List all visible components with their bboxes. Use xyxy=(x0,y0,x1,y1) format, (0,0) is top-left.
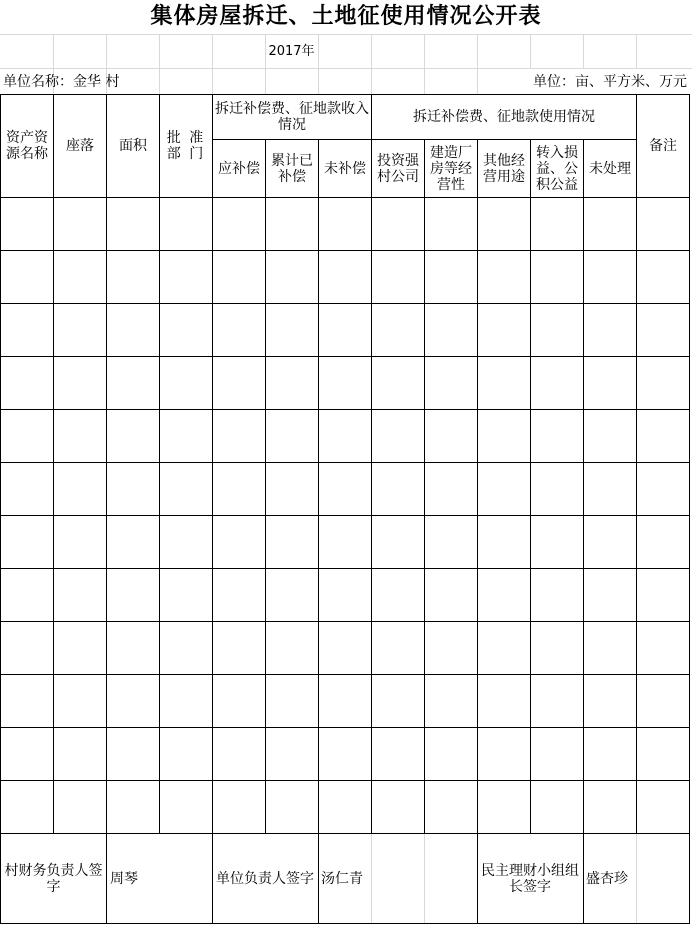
table-cell[interactable] xyxy=(319,622,371,674)
header-usage-group: 拆迁补偿费、征地款使用情况 xyxy=(413,109,595,125)
table-cell[interactable] xyxy=(213,622,265,674)
table-cell[interactable] xyxy=(266,198,318,250)
table-cell[interactable] xyxy=(425,516,477,568)
table-cell[interactable] xyxy=(478,251,530,303)
table-cell[interactable] xyxy=(319,463,371,515)
table-cell[interactable] xyxy=(213,357,265,409)
table-cell[interactable] xyxy=(531,781,583,833)
table-cell[interactable] xyxy=(54,410,106,462)
gridline xyxy=(371,34,372,69)
gridline xyxy=(583,34,584,69)
table-cell[interactable] xyxy=(372,675,424,727)
finance-signature-name: 周琴 xyxy=(110,870,138,887)
table-cell[interactable] xyxy=(584,781,636,833)
table-cell[interactable] xyxy=(372,516,424,568)
table-cell[interactable] xyxy=(372,622,424,674)
table-cell[interactable] xyxy=(266,463,318,515)
table-cell[interactable] xyxy=(531,304,583,356)
table-cell[interactable] xyxy=(1,516,53,568)
table-cell[interactable] xyxy=(372,781,424,833)
unit-measure-label: 单位：亩、平方米、万元 xyxy=(533,73,687,90)
table-cell[interactable] xyxy=(266,410,318,462)
table-cell[interactable] xyxy=(425,675,477,727)
table-cell[interactable] xyxy=(213,198,265,250)
header-location: 座落 xyxy=(66,138,94,154)
table-cell[interactable] xyxy=(584,304,636,356)
table-cell[interactable] xyxy=(637,569,689,621)
table-cell[interactable] xyxy=(319,357,371,409)
table-cell[interactable] xyxy=(160,569,212,621)
table-cell[interactable] xyxy=(584,198,636,250)
table-cell[interactable] xyxy=(319,251,371,303)
table-cell[interactable] xyxy=(107,569,159,621)
header-should-pay: 应补偿 xyxy=(218,160,260,177)
table-cell[interactable] xyxy=(107,251,159,303)
header-asset-name: 资产资源名称 xyxy=(6,130,48,162)
table-cell[interactable] xyxy=(425,251,477,303)
table-cell[interactable] xyxy=(584,516,636,568)
gridline xyxy=(424,834,425,923)
table-cell[interactable] xyxy=(1,410,53,462)
table-cell[interactable] xyxy=(425,410,477,462)
gridline xyxy=(371,834,372,923)
table-cell[interactable] xyxy=(160,463,212,515)
gridline xyxy=(106,34,107,69)
table-cell[interactable] xyxy=(54,569,106,621)
table-cell[interactable] xyxy=(584,675,636,727)
table-cell[interactable] xyxy=(1,781,53,833)
table-cell[interactable] xyxy=(266,357,318,409)
table-cell[interactable] xyxy=(1,251,53,303)
table-cell[interactable] xyxy=(372,728,424,780)
table-cell[interactable] xyxy=(213,304,265,356)
table-cell[interactable] xyxy=(213,251,265,303)
table-cell[interactable] xyxy=(1,622,53,674)
table-cell[interactable] xyxy=(213,728,265,780)
table-cell[interactable] xyxy=(425,728,477,780)
table-cell[interactable] xyxy=(1,675,53,727)
table-cell[interactable] xyxy=(425,357,477,409)
table-cell[interactable] xyxy=(107,622,159,674)
table-cell[interactable] xyxy=(637,516,689,568)
table-cell[interactable] xyxy=(319,198,371,250)
table-cell[interactable] xyxy=(372,198,424,250)
header-approval-dept: 批 准部 门 xyxy=(166,130,206,162)
table-cell[interactable] xyxy=(425,463,477,515)
table-cell[interactable] xyxy=(319,569,371,621)
table-cell[interactable] xyxy=(1,357,53,409)
table-cell[interactable] xyxy=(266,675,318,727)
table-cell[interactable] xyxy=(531,198,583,250)
table-cell[interactable] xyxy=(478,622,530,674)
table-cell[interactable] xyxy=(213,569,265,621)
gridline xyxy=(371,69,372,94)
table-cell[interactable] xyxy=(266,251,318,303)
unit-name-label: 单位名称：金华 村 xyxy=(3,73,120,90)
table-cell[interactable] xyxy=(54,516,106,568)
unit-signature-name: 汤仁青 xyxy=(321,870,363,887)
border xyxy=(0,923,690,924)
header-income-group: 拆迁补偿费、征地款收入情况 xyxy=(215,101,369,133)
table-cell[interactable] xyxy=(160,357,212,409)
table-cell[interactable] xyxy=(1,198,53,250)
table-cell[interactable] xyxy=(584,463,636,515)
table-cell[interactable] xyxy=(266,622,318,674)
table-cell[interactable] xyxy=(584,357,636,409)
table-cell[interactable] xyxy=(372,410,424,462)
table-cell[interactable] xyxy=(54,357,106,409)
gridline xyxy=(636,34,637,69)
gridline xyxy=(159,34,160,69)
table-cell[interactable] xyxy=(54,304,106,356)
table-cell[interactable] xyxy=(319,516,371,568)
table-cell[interactable] xyxy=(425,304,477,356)
table-cell[interactable] xyxy=(637,198,689,250)
table-cell[interactable] xyxy=(319,728,371,780)
header-transfer: 转入损益、公积公益 xyxy=(536,144,578,193)
table-cell[interactable] xyxy=(531,357,583,409)
table-cell[interactable] xyxy=(478,516,530,568)
gridline xyxy=(424,34,425,69)
table-cell[interactable] xyxy=(160,622,212,674)
table-cell[interactable] xyxy=(637,675,689,727)
table-cell[interactable] xyxy=(372,251,424,303)
council-signature-name: 盛杏珍 xyxy=(586,870,628,887)
table-cell[interactable] xyxy=(54,463,106,515)
table-cell[interactable] xyxy=(372,304,424,356)
table-cell[interactable] xyxy=(531,463,583,515)
table-cell[interactable] xyxy=(531,410,583,462)
table-cell[interactable] xyxy=(531,728,583,780)
table-cell[interactable] xyxy=(54,251,106,303)
gridline xyxy=(477,34,478,69)
table-cell[interactable] xyxy=(425,198,477,250)
table-cell[interactable] xyxy=(478,675,530,727)
table-cell[interactable] xyxy=(584,410,636,462)
table-cell[interactable] xyxy=(372,463,424,515)
table-cell[interactable] xyxy=(54,622,106,674)
header-build: 建造厂房等经营性 xyxy=(430,144,472,193)
table-cell[interactable] xyxy=(478,728,530,780)
table-cell[interactable] xyxy=(1,728,53,780)
table-cell[interactable] xyxy=(584,622,636,674)
gridline xyxy=(530,34,531,69)
table-cell[interactable] xyxy=(637,463,689,515)
table-cell[interactable] xyxy=(213,516,265,568)
table-cell[interactable] xyxy=(478,781,530,833)
table-cell[interactable] xyxy=(425,781,477,833)
table-cell[interactable] xyxy=(637,251,689,303)
gridline xyxy=(53,34,54,69)
table-cell[interactable] xyxy=(584,251,636,303)
table-cell[interactable] xyxy=(1,304,53,356)
table-cell[interactable] xyxy=(54,198,106,250)
table-cell[interactable] xyxy=(637,304,689,356)
table-cell[interactable] xyxy=(319,781,371,833)
table-cell[interactable] xyxy=(478,304,530,356)
table-cell[interactable] xyxy=(584,728,636,780)
table-cell[interactable] xyxy=(160,516,212,568)
table-cell[interactable] xyxy=(478,198,530,250)
table-cell[interactable] xyxy=(372,357,424,409)
table-cell[interactable] xyxy=(531,622,583,674)
table-cell[interactable] xyxy=(107,304,159,356)
unit-signature-label: 单位负责人签字 xyxy=(216,870,314,887)
table-cell[interactable] xyxy=(54,781,106,833)
page-title: 集体房屋拆迁、土地征使用情况公开表 xyxy=(150,4,542,29)
table-cell[interactable] xyxy=(478,410,530,462)
table-cell[interactable] xyxy=(425,569,477,621)
table-cell[interactable] xyxy=(637,781,689,833)
table-cell[interactable] xyxy=(213,463,265,515)
table-cell[interactable] xyxy=(160,304,212,356)
table-cell[interactable] xyxy=(107,675,159,727)
table-cell[interactable] xyxy=(266,728,318,780)
table-cell[interactable] xyxy=(1,569,53,621)
table-cell[interactable] xyxy=(107,410,159,462)
table-cell[interactable] xyxy=(213,410,265,462)
header-paid-total: 累计已补偿 xyxy=(271,152,313,185)
table-cell[interactable] xyxy=(266,781,318,833)
table-cell[interactable] xyxy=(160,728,212,780)
gridline xyxy=(318,69,319,94)
council-signature-label: 民主理财小组组长签字 xyxy=(481,862,579,895)
table-cell[interactable] xyxy=(531,569,583,621)
header-other: 其他经营用途 xyxy=(483,152,525,185)
header-unhandled: 未处理 xyxy=(589,160,631,177)
table-cell[interactable] xyxy=(107,463,159,515)
table-cell[interactable] xyxy=(531,516,583,568)
table-cell[interactable] xyxy=(54,728,106,780)
table-cell[interactable] xyxy=(266,516,318,568)
table-cell[interactable] xyxy=(531,251,583,303)
table-cell[interactable] xyxy=(160,781,212,833)
table-cell[interactable] xyxy=(160,198,212,250)
table-cell[interactable] xyxy=(637,357,689,409)
table-cell[interactable] xyxy=(637,622,689,674)
table-cell[interactable] xyxy=(531,675,583,727)
year-label: 2017年 xyxy=(268,43,315,59)
table-cell[interactable] xyxy=(425,622,477,674)
table-cell[interactable] xyxy=(107,728,159,780)
header-remarks: 备注 xyxy=(649,138,677,154)
table-cell[interactable] xyxy=(160,251,212,303)
table-cell[interactable] xyxy=(478,463,530,515)
gridline xyxy=(636,834,637,923)
table-cell[interactable] xyxy=(319,410,371,462)
table-cell[interactable] xyxy=(478,357,530,409)
header-unpaid: 未补偿 xyxy=(324,160,366,177)
table-cell[interactable] xyxy=(1,463,53,515)
table-cell[interactable] xyxy=(160,410,212,462)
table-cell[interactable] xyxy=(266,569,318,621)
border xyxy=(689,94,690,924)
header-area: 面积 xyxy=(119,138,147,154)
table-cell[interactable] xyxy=(478,569,530,621)
table-cell[interactable] xyxy=(107,357,159,409)
table-cell[interactable] xyxy=(107,781,159,833)
table-cell[interactable] xyxy=(160,675,212,727)
table-cell[interactable] xyxy=(266,304,318,356)
table-cell[interactable] xyxy=(372,569,424,621)
table-cell[interactable] xyxy=(213,781,265,833)
table-cell[interactable] xyxy=(319,675,371,727)
table-cell[interactable] xyxy=(213,675,265,727)
table-cell[interactable] xyxy=(107,516,159,568)
table-cell[interactable] xyxy=(107,198,159,250)
table-cell[interactable] xyxy=(637,410,689,462)
table-cell[interactable] xyxy=(584,569,636,621)
header-invest: 投资强村公司 xyxy=(377,152,419,185)
finance-signature-label: 村财务负责人签字 xyxy=(4,862,103,895)
table-cell[interactable] xyxy=(54,675,106,727)
table-cell[interactable] xyxy=(319,304,371,356)
table-cell[interactable] xyxy=(637,728,689,780)
